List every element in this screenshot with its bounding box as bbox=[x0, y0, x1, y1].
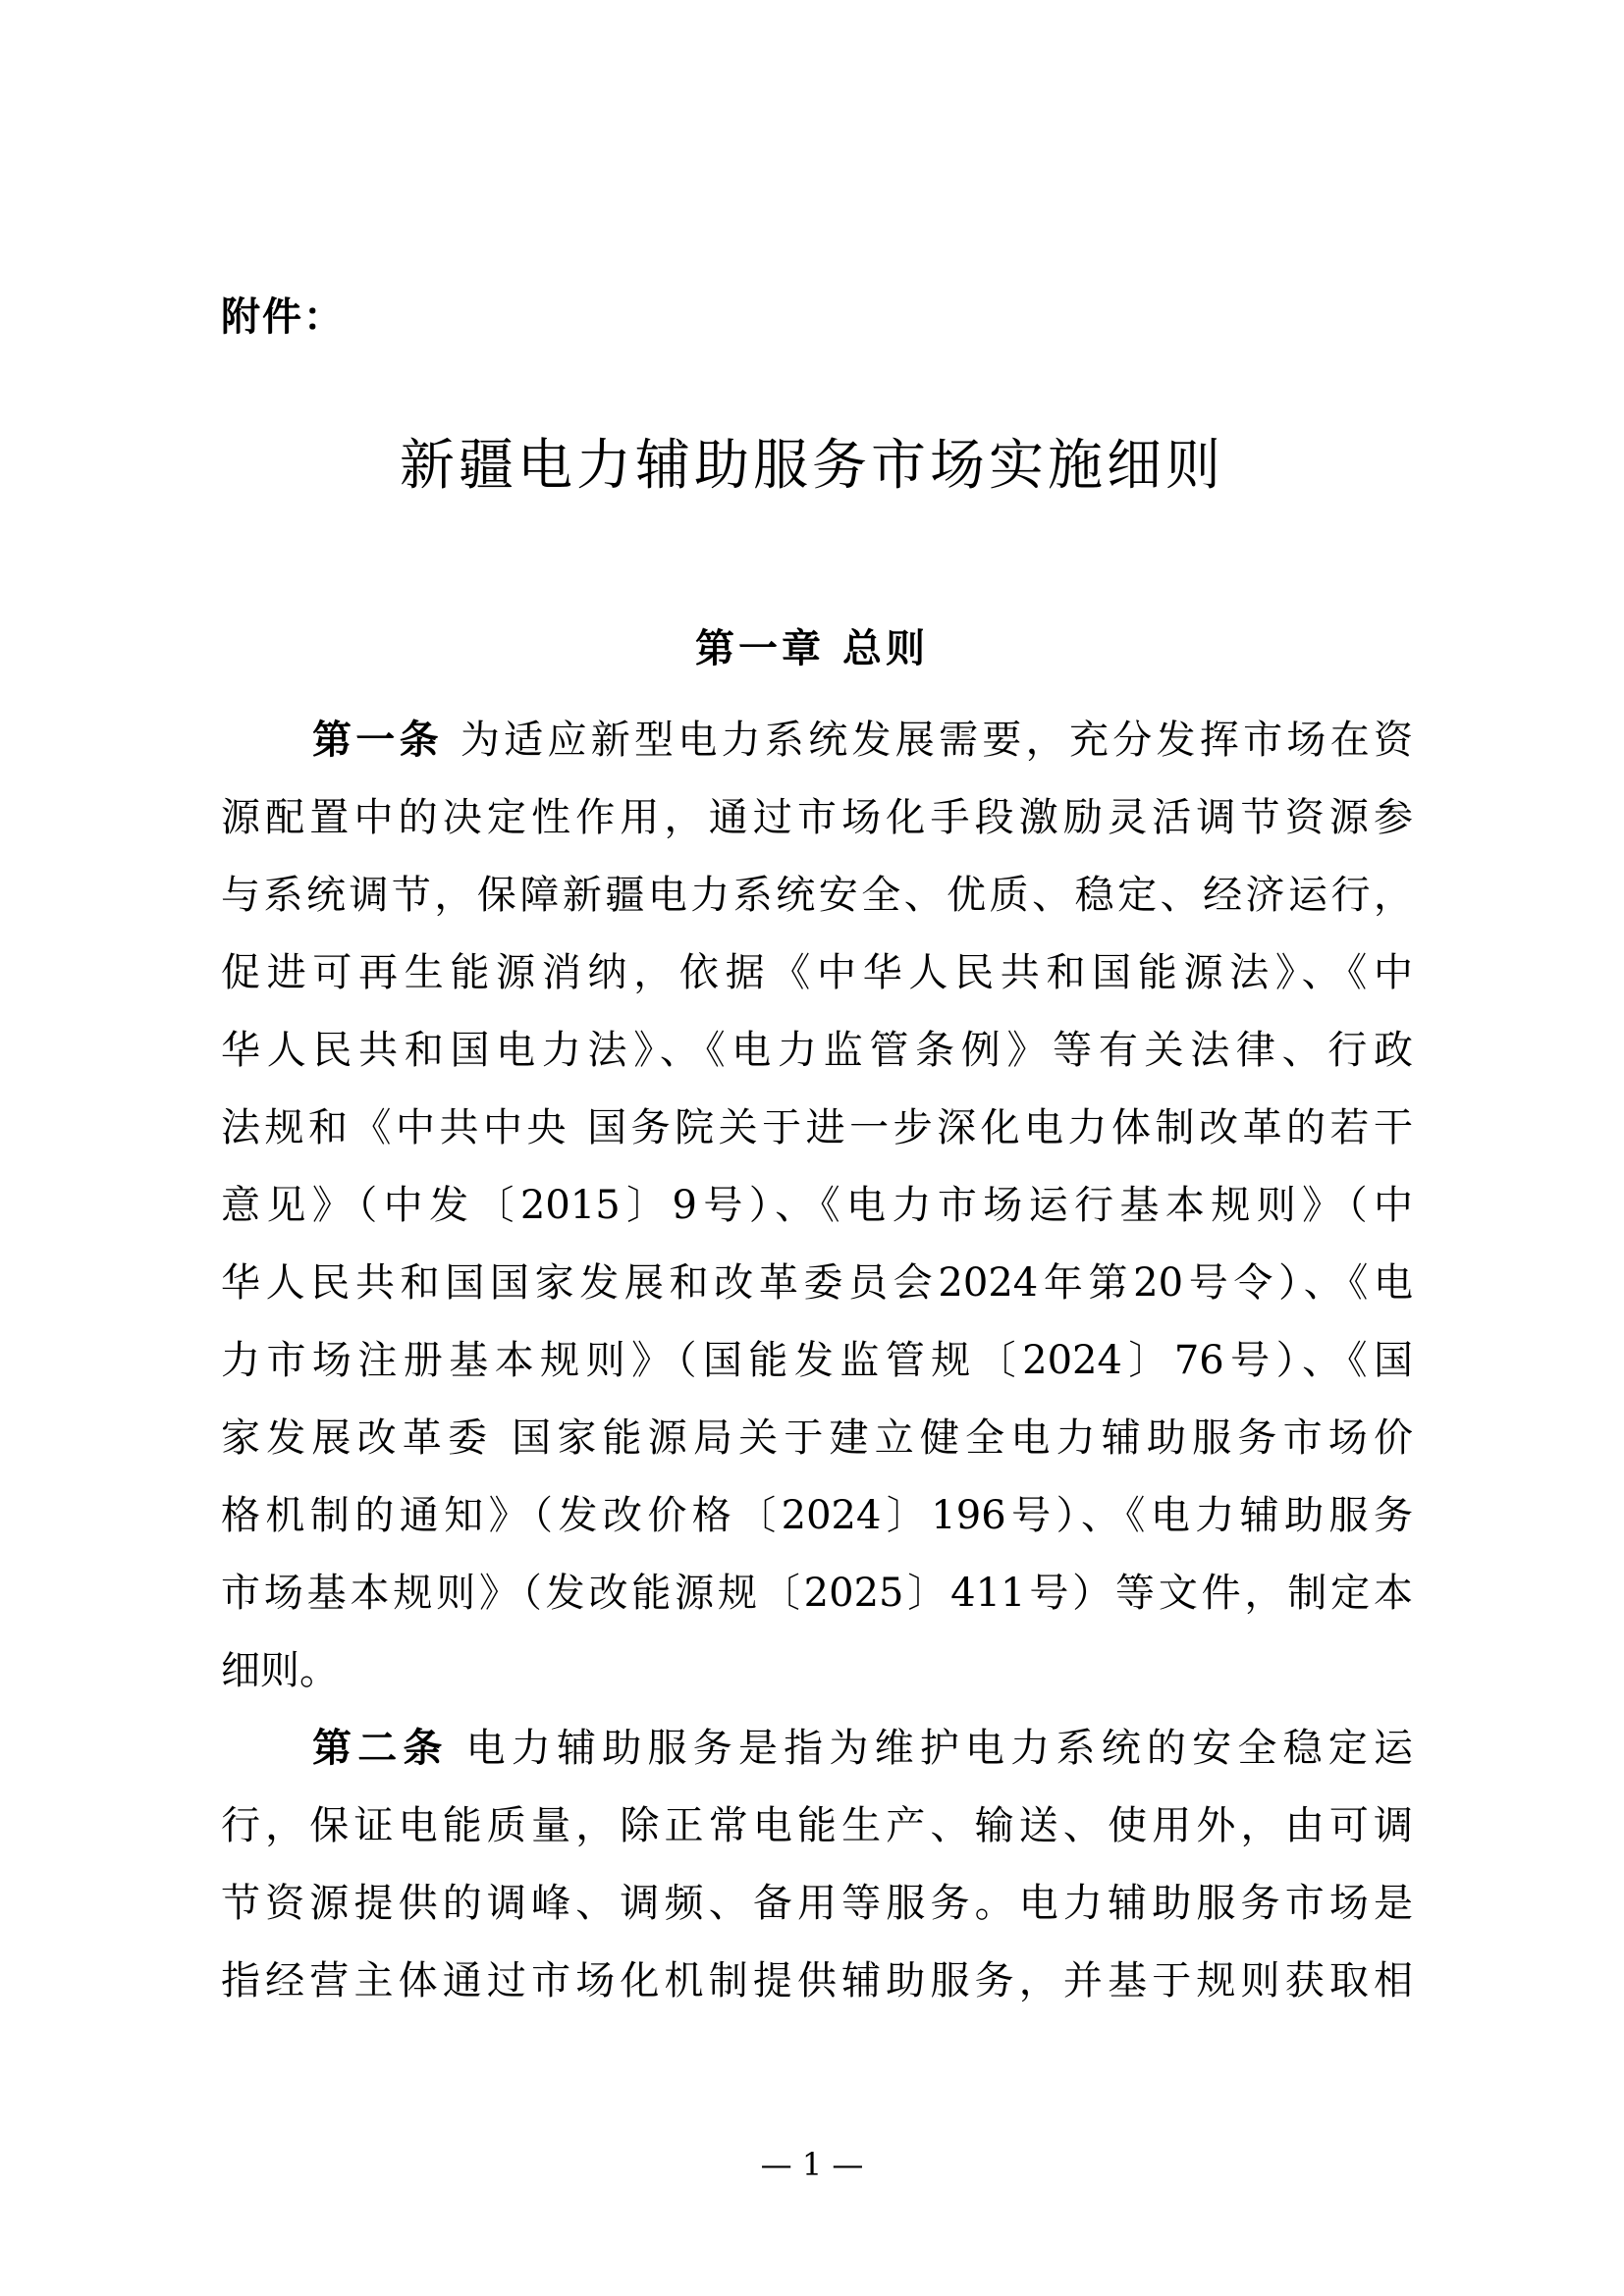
article-1-line-9: 力市场注册基本规则》（国能发监管规〔2024〕76号）、《国 bbox=[221, 1338, 1413, 1383]
article-1-text: 为适应新型电力系统发展需要，充分发挥市场在资 bbox=[460, 718, 1413, 763]
article-1-line-6: 法规和《中共中央 国务院关于进一步深化电力体制改革的若干 bbox=[221, 1105, 1413, 1150]
article-2-line-4: 指经营主体通过市场化机制提供辅助服务，并基于规则获取相 bbox=[221, 1958, 1413, 2003]
article-1-number: 第一条 bbox=[312, 718, 443, 763]
article-2-line-3: 节资源提供的调峰、调频、备用等服务。电力辅助服务市场是 bbox=[221, 1881, 1413, 1926]
article-1-line-2: 源配置中的决定性作用，通过市场化手段激励灵活调节资源参 bbox=[221, 795, 1413, 840]
document-title: 新疆电力辅助服务市场实施细则 bbox=[400, 434, 1224, 498]
article-1-line-8: 华人民共和国国家发展和改革委员会2024年第20号令）、《电 bbox=[221, 1260, 1413, 1306]
article-1-line-7: 意见》（中发〔2015〕9号）、《电力市场运行基本规则》（中 bbox=[221, 1183, 1413, 1228]
article-1-line-5: 华人民共和国电力法》、《电力监管条例》等有关法律、行政 bbox=[221, 1028, 1413, 1073]
article-1-line-3: 与系统调节，保障新疆电力系统安全、优质、稳定、经济运行， bbox=[221, 873, 1413, 918]
attachment-label: 附件： bbox=[221, 294, 345, 340]
article-2-line-1 bbox=[312, 1721, 1413, 1776]
article-2-line-2: 行，保证电能质量，除正常电能生产、输送、使用外，由可调 bbox=[221, 1803, 1413, 1848]
page-number: — 1 — bbox=[760, 2146, 864, 2183]
article-1-line-11: 格机制的通知》（发改价格〔2024〕196号）、《电力辅助服务 bbox=[221, 1493, 1413, 1538]
article-2-number: 第二条 bbox=[312, 1726, 449, 1771]
article-1-line-13: 细则。 bbox=[221, 1648, 339, 1693]
chapter-title: 第一章 总则 bbox=[695, 626, 929, 671]
article-1-line-12: 市场基本规则》（发改能源规〔2025〕411号）等文件，制定本 bbox=[221, 1571, 1413, 1616]
article-1-line-4: 促进可再生能源消纳，依据《中华人民共和国能源法》、《中 bbox=[221, 950, 1413, 995]
article-1-line-10: 家发展改革委 国家能源局关于建立健全电力辅助服务市场价 bbox=[221, 1415, 1413, 1461]
article-2-text: 电力辅助服务是指为维护电力系统的安全稳定运 bbox=[465, 1726, 1413, 1771]
article-1-line-1 bbox=[312, 713, 1413, 768]
